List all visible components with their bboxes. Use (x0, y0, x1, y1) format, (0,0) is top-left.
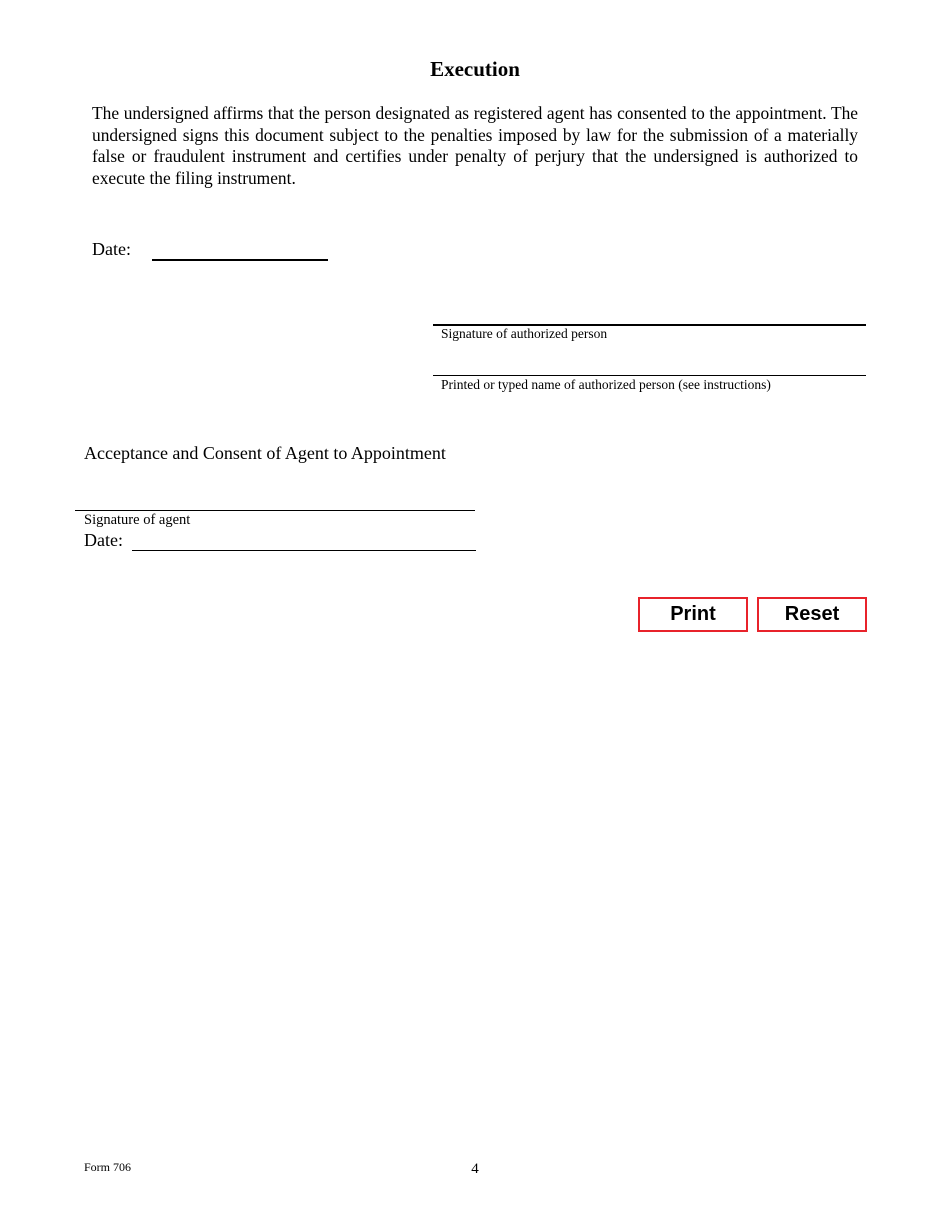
printed-name-caption: Printed or typed name of authorized person (see instructions) (441, 377, 771, 392)
authorized-signature-caption: Signature of authorized person (441, 326, 608, 341)
agent-signature-caption: Signature of agent (84, 512, 191, 528)
agent-date-label: Date: (84, 530, 123, 550)
page-number: 4 (471, 1161, 479, 1177)
agent-signature-field[interactable] (75, 510, 475, 511)
page-title: Execution (430, 57, 520, 81)
form-number: Form 706 (84, 1160, 132, 1174)
execution-date-field[interactable] (152, 259, 328, 261)
execution-date-label: Date: (92, 239, 131, 259)
agent-date-field[interactable] (132, 550, 476, 551)
print-button[interactable]: Print (638, 597, 748, 632)
reset-button[interactable]: Reset (757, 597, 867, 632)
affirmation-paragraph: The undersigned affirms that the person designated as registered agent has consented to the appointment. The undersigned signs this document subject to the penalties imposed by law for the submission of a materially false or fraudulent instrument and certifies under penalty of perjury that the undersigned is authorized to execute the filing instrument. (92, 103, 858, 188)
acceptance-heading: Acceptance and Consent of Agent to Appointment (84, 443, 446, 463)
